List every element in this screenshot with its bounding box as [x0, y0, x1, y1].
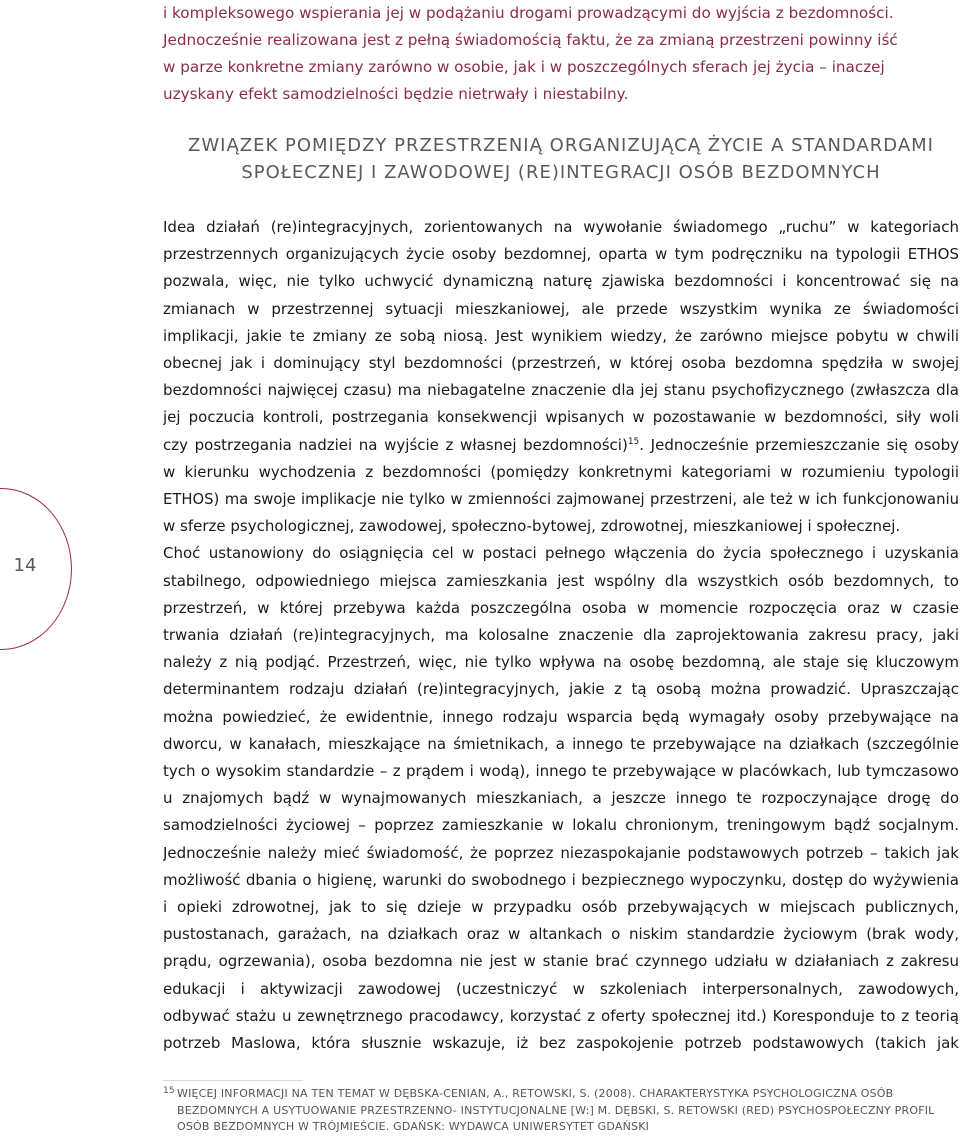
intro-line: w parze konkretne zmiany zarówno w osobie, jak i w poszczególnych sferach jej życia – inaczej [163, 58, 885, 76]
body-paragraph [163, 214, 959, 1057]
body-line: tych o wysokim standardzie – z prądem i wodą), innego te przebywające w placówkach, lub tymczasowo [163, 762, 959, 781]
page-number: 14 [13, 555, 37, 576]
body-line: i opieki zdrowotnej, jak to się dzieje w przypadku osób przebywających w miejscach publicznych, [163, 898, 959, 917]
body-line: w sferze psychologicznej, zawodowej, społeczno-bytowej, zdrowotnej, mieszkaniowej i społecznej. [163, 517, 901, 536]
footnote-mark: 15 [163, 1086, 175, 1096]
body-line: Jednocześnie należy mieć świadomość, że poprzez niezaspokajanie podstawowych potrzeb – takich jak [163, 843, 959, 862]
body-line: jej poczucia kontroli, postrzegania konsekwencji wpisanych w pozostawanie w bezdomności, siły woli [163, 408, 959, 427]
body-line: u znajomych bądź w wynajmowanych mieszkaniach, a jeszcze innego te rozpoczynające drogę do [163, 789, 959, 808]
body-line: należy z nią podjąć. Przestrzeń, więc, nie tylko wpływa na osobę bezdomną, ale staje się kluczowym [163, 653, 959, 672]
body-line: można powiedzieć, że ewidentnie, innego rodzaju wsparcia będą wymagały osoby przebywające na [163, 707, 959, 726]
heading-line: SPOŁECZNEJ I ZAWODOWEJ (RE)INTEGRACJI OSÓB BEZDOMNYCH [241, 162, 881, 183]
body-line: bezdomności najwięcej czasu) ma niebagatelne znaczenie dla jej stanu psychofizycznego (zwłaszcza dla [163, 381, 959, 400]
body-line: pustostanach, garażach, na działkach oraz w altankach o niskim standardzie życiowym (brak wody, [163, 925, 959, 944]
body-line: obecnej jak i dominujący styl bezdomności (przestrzeń, w której osoba bezdomna spędziła w swojej [163, 354, 959, 373]
body-line: odbywać stażu u zewnętrznego pracodawcy, korzystać z oferty społecznej itd.) Koresponduje to z teorią [163, 1006, 959, 1025]
body-line: determinantem rodzaju działań (re)integracyjnych, jakie z tą osobą można prowadzić. Upraszczając [163, 680, 959, 699]
body-line: możliwość dbania o higienę, warunki do swobodnego i bezpiecznego wypoczynku, dostęp do wyżywienia [163, 870, 959, 889]
section-heading [163, 132, 959, 186]
body-line: implikacji, jakie te zmiany ze sobą niosą. Jest wynikiem wiedzy, że zarówno miejsce pobytu w chwili [163, 326, 959, 345]
intro-line: i kompleksowego wspierania jej w podążaniu drogami prowadzącymi do wyjścia z bezdomności. [163, 4, 894, 22]
heading-line: ZWIĄZEK POMIĘDZY PRZESTRZENIĄ ORGANIZUJĄCĄ ŻYCIE A STANDARDAMI [188, 135, 934, 156]
footnote-text [163, 1086, 959, 1136]
footnote-line: OSÓB BEZDOMNYCH W TRÓJMIEŚCIE. GDAŃSK: WYDAWCA UNIWERSYTET GDAŃSKI [177, 1120, 650, 1133]
footnote-divider [163, 1080, 303, 1081]
body-line-text: czy postrzegania nadziei na wyjście z własnej bezdomności) [163, 435, 628, 454]
body-line: prądu, ogrzewania), osoba bezdomna nie jest w stanie brać czynnego udziału w działaniach z zakresu [163, 952, 959, 971]
body-line: w kierunku wychodzenia z bezdomności (pomiędzy konkretnymi kategoriami w rozumieniu typologii [163, 462, 959, 481]
intro-line: uzyskany efekt samodzielności będzie nietrwały i niestabilny. [163, 85, 629, 103]
body-line-with-footnote-ref [163, 432, 959, 459]
body-line: zmianach w przestrzennej sytuacji mieszkaniowej, ale przede wszystkim wynika ze świadomości [163, 299, 959, 318]
body-line: trwania działań (re)integracyjnych, ma kolosalne znaczenie dla zaprojektowania zakresu pracy, jaki [163, 626, 959, 645]
body-line: przestrzeń, w której przebywa każda poszczególna osoba w momencie rozpoczęcia oraz w czasie [163, 598, 959, 617]
intro-paragraph [163, 0, 959, 108]
footnote-line: WIĘCEJ INFORMACJI NA TEN TEMAT W DĘBSKA-CENIAN, A., RETOWSKI, S. (2008). CHARAKTERYSTYKA PSYCHOLOGICZNA OSÓB [177, 1087, 894, 1100]
body-line: pozwala, więc, nie tylko uchwycić dynamiczną naturę zjawiska bezdomności i koncentrować się na [163, 272, 959, 291]
body-line: stabilnego, odpowiedniego miejsca zamieszkania jest wspólny dla wszystkich osób bezdomnych, to [163, 571, 959, 590]
body-line: Idea działań (re)integracyjnych, zorientowanych na wywołanie świadomego „ruchu” w kategoriach [163, 218, 959, 236]
body-line: ETHOS) ma swoje implikacje nie tylko w zmienności zajmowanej przestrzeni, ale też w ich funkcjonowaniu [163, 491, 959, 509]
body-line: Choć ustanowiony do osiągnięcia cel w postaci pełnego włączenia do życia społecznego i uzyskania [163, 544, 959, 563]
footnote-reference[interactable]: 15 [627, 436, 640, 447]
footnote-line: BEZDOMNYCH A USYTUOWANIE PRZESTRZENNO- INSTYTUCJONALNE [W:] M. DĘBSKI, S. RETOWSKI (RED) PSYCHOSPOŁECZNY PROFIL [177, 1103, 935, 1117]
body-line: edukacji i aktywizacji zawodowej (uczestniczyć w szkoleniach interpersonalnych, zawodowych, [163, 979, 959, 998]
body-line: samodzielności życiowej – poprzez zamieszkanie w lokalu chronionym, treningowym bądź socjalnym. [163, 816, 959, 835]
body-line-tail: . Jednocześnie przemieszczanie się osoby [639, 435, 959, 454]
body-line: przestrzennych organizujących życie osoby bezdomnej, oparta w tym podręczniku na typologii ETHOS [163, 245, 959, 264]
body-line: dworcu, w kanałach, mieszkające na śmietnikach, a innego te przebywające na działkach (szczególnie [163, 734, 959, 753]
footnote [163, 1086, 959, 1136]
intro-line: Jednocześnie realizowana jest z pełną świadomością faktu, że za zmianą przestrzeni powinny iść [163, 31, 898, 49]
body-line: potrzeb Maslowa, która słusznie wskazuje, iż bez zaspokojenie potrzeb podstawowych (takich jak [163, 1034, 959, 1053]
